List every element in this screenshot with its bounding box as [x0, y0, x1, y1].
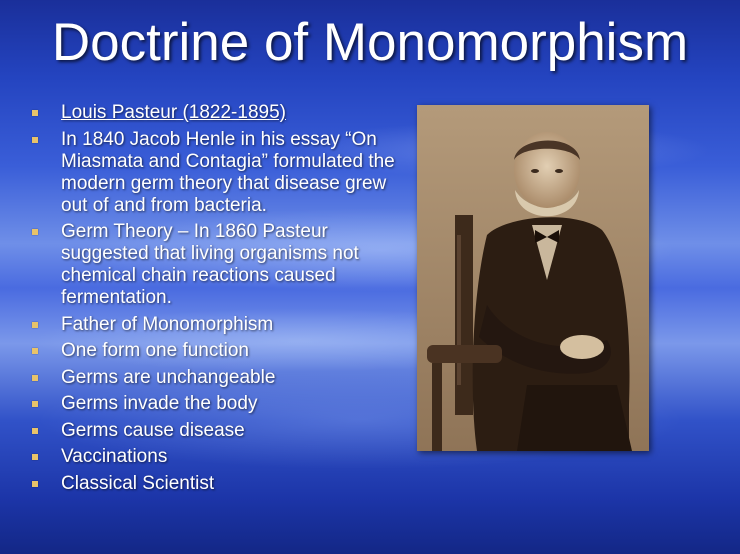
bullet-item [30, 314, 410, 336]
bullet-item[interactable] [30, 102, 410, 124]
bullet-item [30, 420, 410, 442]
bullet-marker-icon [32, 229, 38, 235]
bullet-item [30, 473, 410, 495]
bullet-marker-icon [32, 454, 38, 460]
bullet-text: Vaccinations [61, 446, 168, 467]
portrait-photo-icon [417, 105, 649, 451]
bullet-item [30, 393, 410, 415]
bullet-marker-icon [32, 110, 38, 116]
bullet-text: Father of Monomorphism [61, 313, 274, 335]
bullet-marker-icon [32, 481, 38, 487]
bullet-text: Germs invade the body [61, 393, 258, 414]
bullet-marker-icon [32, 348, 38, 354]
bullet-list [30, 102, 410, 499]
bullet-marker-icon [32, 401, 38, 407]
bullet-text: Classical Scientist [61, 472, 215, 494]
bullet-text: One form one function [61, 340, 249, 361]
bullet-text: Germs cause disease [61, 419, 245, 441]
bullet-marker-icon [32, 428, 38, 434]
bullet-item [30, 446, 410, 468]
portrait-photo [417, 105, 649, 451]
bullet-text-link[interactable]: Louis Pasteur (1822-1895) [61, 102, 286, 123]
bullet-item [30, 367, 410, 389]
bullet-text: Germ Theory – In 1860 Pasteur suggested that living organisms not chemical chain reactions caused fermentation. [61, 221, 359, 308]
bullet-marker-icon [32, 137, 38, 143]
bullet-item [30, 129, 410, 217]
bullet-marker-icon [32, 375, 38, 381]
bullet-text: Germs are unchangeable [61, 366, 276, 388]
bullet-item [30, 340, 410, 362]
bullet-text: In 1840 Jacob Henle in his essay “On Miasmata and Contagia” formulated the modern germ theory that disease grew out of and from bacteria. [61, 128, 395, 216]
bullet-item [30, 221, 410, 309]
bullet-marker-icon [32, 322, 38, 328]
slide-title: Doctrine of Monomorphism [51, 13, 689, 72]
